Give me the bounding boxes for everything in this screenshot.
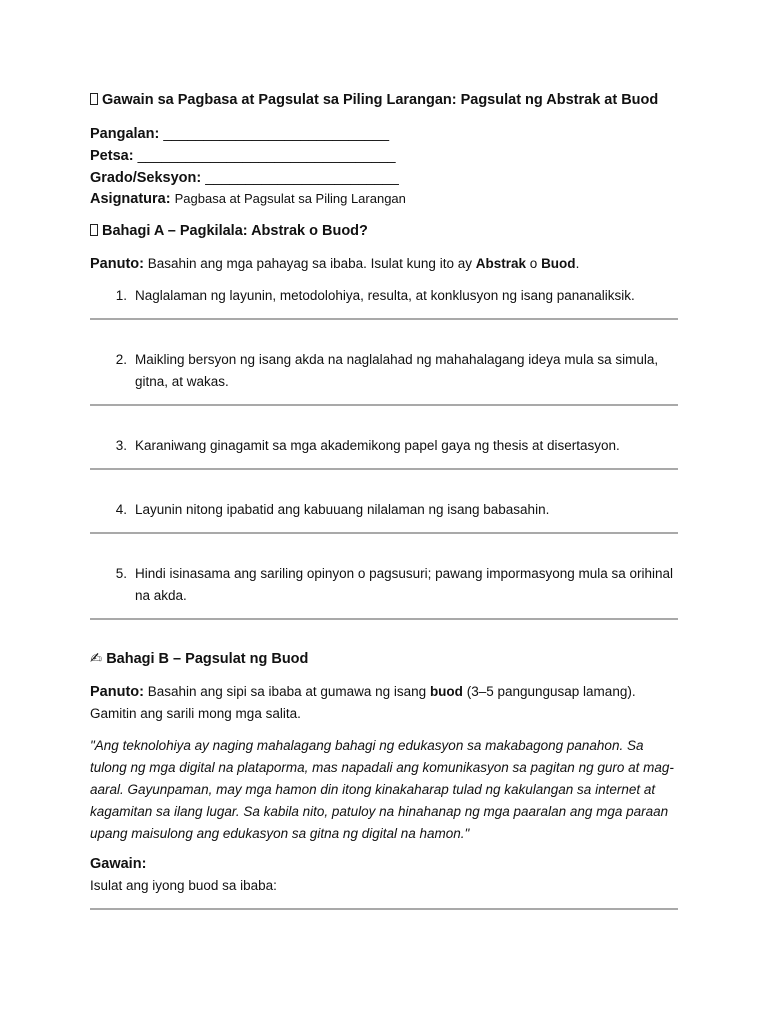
subject-field xyxy=(90,191,406,207)
answer-line[interactable] xyxy=(90,404,678,406)
answer-line[interactable] xyxy=(90,468,678,470)
answer-line[interactable] xyxy=(90,618,678,620)
writing-hand-icon: ✍ xyxy=(90,651,103,667)
grade-section-field[interactable] xyxy=(90,170,399,186)
part-b-instructions: Panuto: Basahin ang sipi sa ibaba at gumawa ng isang buod (3–5 pangungusap lamang). Gamitin ang sarili mong mga salita. xyxy=(90,684,636,721)
part-a-instructions: Panuto: Basahin ang mga pahayag sa ibaba. Isulat kung ito ay Abstrak o Buod. xyxy=(90,256,580,272)
answer-line[interactable] xyxy=(90,532,678,534)
name-field[interactable] xyxy=(90,126,389,142)
grade-section-blank[interactable]: ________________________ xyxy=(205,170,399,186)
summary-answer-line[interactable] xyxy=(90,908,678,910)
answer-line[interactable] xyxy=(90,318,678,320)
task-instruction: Isulat ang iyong buod sa ibaba: xyxy=(90,878,277,893)
date-label: Petsa: xyxy=(90,148,134,164)
worksheet-title: Gawain sa Pagbasa at Pagsulat sa Piling Larangan: Pagsulat ng Abstrak at Buod xyxy=(90,92,658,108)
subject-label: Asignatura: xyxy=(90,191,171,207)
date-field[interactable] xyxy=(90,148,396,164)
grade-section-label: Grado/Seksyon: xyxy=(90,170,202,186)
part-a-title: Bahagi A – Pagkilala: Abstrak o Buod? xyxy=(90,223,368,239)
name-label: Pangalan: xyxy=(90,126,160,142)
name-blank[interactable]: ____________________________ xyxy=(163,126,390,142)
magnifier-icon xyxy=(90,224,98,236)
date-blank[interactable]: ________________________________ xyxy=(137,148,396,164)
subject-value: Pagbasa at Pagsulat sa Piling Larangan xyxy=(174,191,406,206)
clipboard-icon xyxy=(90,93,98,105)
reading-passage: "Ang teknolohiya ay naging mahalagang bahagi ng edukasyon sa makabagong panahon. Sa tulong ng mga digital na plataporma, mas napadali ang komunikasyon sa pagitan ng guro at mag-aaral. Gayunpaman, may mga hamon din itong kinakaharap tulad ng kakulangan sa internet at kagamitan sa ilang lugar. Sa kabila nito, patuloy na hinahanap ng mga paaralan ang mga paraan upang maisulong ang edukasyon sa gitna ng digital na hamon." xyxy=(90,738,674,841)
part-b-title: ✍ Bahagi B – Pagsulat ng Buod xyxy=(90,651,309,667)
task-label: Gawain: xyxy=(90,856,147,872)
